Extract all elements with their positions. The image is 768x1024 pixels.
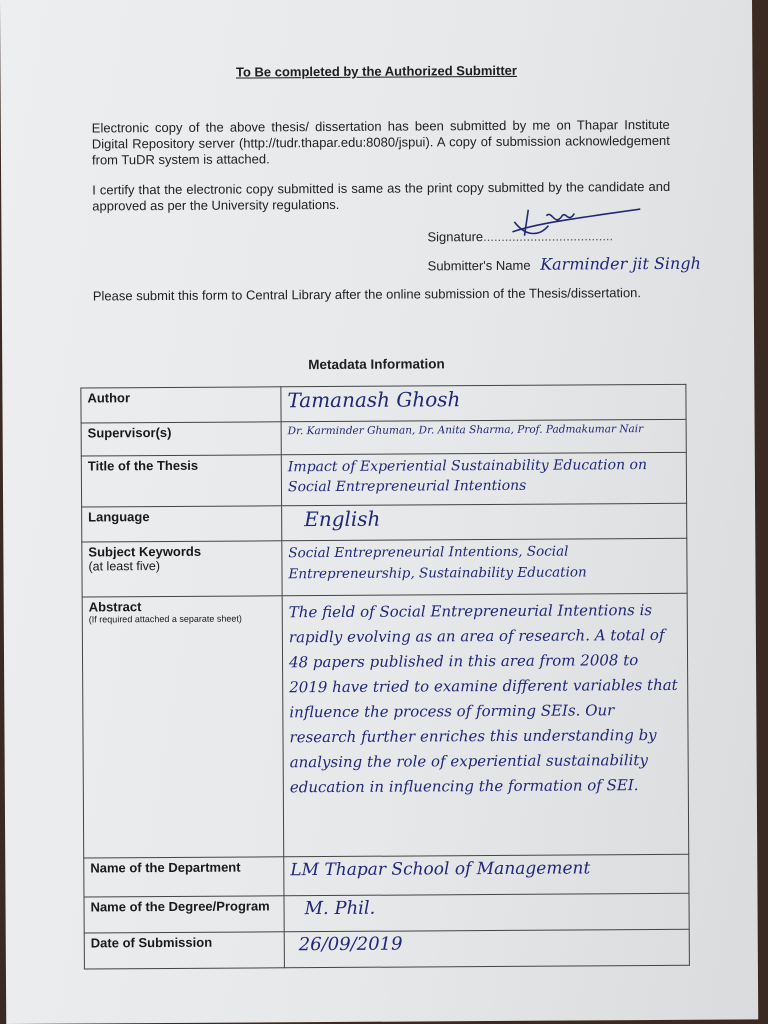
certify-paragraph: I certify that the electronic copy submitted is same as the print copy submitted by the candidate and approved as per the University regulations. (92, 178, 671, 214)
department-label: Name of the Department (84, 857, 284, 896)
submitter-name-label: Submitter's Name (427, 257, 531, 274)
submitter-name-line (428, 254, 701, 275)
thesis-title-row (81, 453, 686, 507)
author-label: Author (81, 387, 281, 423)
form-heading-text: To Be completed by the Authorized Submitter (235, 62, 517, 80)
keywords-sublabel: (at least five) (88, 558, 161, 574)
instruction-paragraph: Please submit this form to Central Library after the online submission of the Thesis/dissertation. (92, 285, 642, 304)
keywords-cell (82, 541, 282, 598)
abstract-cell (82, 596, 284, 859)
abstract-sublabel: (If required attached a separate sheet) (88, 613, 242, 625)
abstract-row (82, 593, 689, 858)
language-row (82, 503, 687, 542)
author-value: Tamanash Ghosh (281, 384, 686, 422)
abstract-label: Abstract (88, 599, 142, 615)
thesis-title-value: Impact of Experiential Sustainability Education on Social Entrepreneurial Intentions (281, 453, 686, 506)
submission-paragraph: Electronic copy of the above thesis/ dissertation has been submitted by me on Thapar Institute Digital Repository server (http://tudr.thapar.edu:8080/jspui). A copy of submission acknowledgement from TuDR system is attached. (91, 116, 670, 168)
signature-dots: .................................... (483, 228, 614, 245)
language-label: Language (82, 505, 282, 541)
supervisors-row (81, 419, 686, 456)
metadata-table (80, 384, 690, 970)
language-value: English (282, 503, 687, 541)
thesis-title-label: Title of the Thesis (81, 455, 281, 506)
metadata-title: Metadata Information (308, 356, 445, 373)
supervisors-value: Dr. Karminder Ghuman, Dr. Anita Sharma, Prof. Padmakumar Nair (281, 419, 686, 455)
department-value: LM Thapar School of Management (284, 855, 689, 896)
keywords-value: Social Entrepreneurial Intentions, Social Entrepreneurship, Sustainability Education (282, 538, 687, 596)
author-row (81, 384, 686, 423)
date-label: Date of Submission (84, 932, 284, 969)
date-row (84, 929, 689, 969)
degree-value: M. Phil. (284, 893, 689, 932)
degree-row (84, 893, 689, 933)
keywords-label: Subject Keywords (88, 543, 202, 560)
supervisors-label: Supervisor(s) (81, 422, 281, 456)
submitter-name-value: Karminder jit Singh (540, 253, 701, 274)
abstract-value: The field of Social Entrepreneurial Intentions is rapidly evolving as an area of research. A total of 48 papers published in this area from 2008 to 2019 have tried to examine different variables that influence the process of forming SEIs. Our research further enriches this understanding by analysing the role of experiential sustainability education in influencing the formation of SEI. (282, 593, 689, 857)
degree-label: Name of the Degree/Program (84, 895, 284, 932)
keywords-row (82, 538, 687, 597)
department-row (84, 855, 689, 897)
signature-scribble (506, 201, 646, 244)
date-value: 26/09/2019 (284, 929, 689, 968)
signature-label: Signature (427, 229, 484, 245)
form-heading (0, 61, 752, 81)
